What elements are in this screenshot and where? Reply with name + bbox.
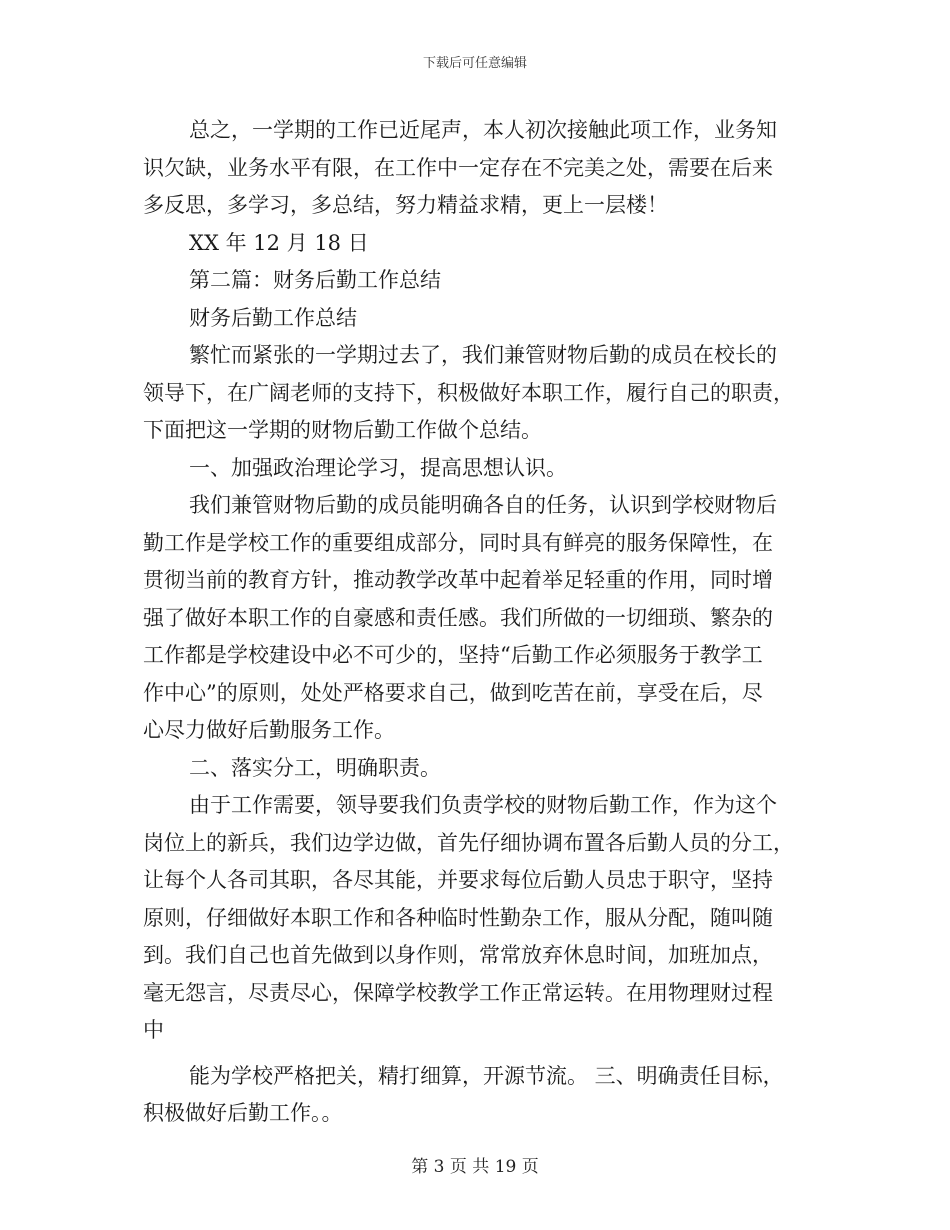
paragraph-line: 心尽力做好后勤服务工作。 — [143, 718, 395, 742]
paragraph-line: 贯彻当前的教育方针，推动教学改革中起着举足轻重的作用，同时增 — [143, 568, 773, 592]
paragraph-line: 作中心”的原则，处处严格要求自己，做到吃苦在前，享受在后，尽 — [143, 680, 763, 705]
paragraph-line: 中 — [143, 1018, 164, 1042]
subsection-heading: 一、加强政治理论学习，提高思想认识。 — [189, 455, 567, 480]
paragraph-line: 原则，仔细做好本职工作和各种临时性勤杂工作，服从分配，随叫随 — [143, 905, 773, 930]
header-note: 下载后可任意编辑 — [422, 56, 527, 71]
document-body — [143, 112, 803, 1133]
paragraph-line: 识欠缺，业务水平有限，在工作中一定存在不完美之处，需要在后来 — [143, 155, 773, 180]
subsection-heading: 二、落实分工，明确职责。 — [189, 755, 441, 780]
section-heading: 第二篇：财务后勤工作总结 — [189, 268, 441, 292]
paragraph-line: 到。我们自己也首先做到以身作则，常常放弃休息时间，加班加点， — [143, 943, 773, 967]
paragraph-line: 能为学校严格把关，精打细算，开源节流。 三、明确责任目标， — [189, 1063, 784, 1088]
paragraph-line: 岗位上的新兵，我们边学边做，首先仔细协调布置各后勤人员的分工， — [143, 830, 794, 855]
paragraph-line: 让每个人各司其职，各尽其能，并要求每位后勤人员忠于职守，坚持 — [143, 868, 773, 892]
paragraph-line: 我们兼管财物后勤的成员能明确各自的任务，认识到学校财物后 — [189, 493, 777, 517]
paragraph-line: 积极做好后勤工作。。 — [143, 1101, 343, 1125]
paragraph-line: 强了做好本职工作的自豪感和责任感。我们所做的一切细琐、繁杂的 — [143, 605, 773, 630]
paragraph-line: 领导下，在广阔老师的支持下，积极做好本职工作，履行自己的职责， — [143, 380, 794, 405]
paragraph-line: 工作都是学校建设中必不可少的，坚持“后勤工作必须服务于教学工 — [143, 643, 763, 667]
section-title: 财务后勤工作总结 — [189, 305, 357, 330]
paragraph-line: 由于工作需要，领导要我们负责学校的财物后勤工作，作为这个 — [189, 793, 777, 817]
paragraph-line: 毫无怨言，尽责尽心，保障学校教学工作正常运转。在用物理财过程 — [143, 980, 773, 1005]
date-line: XX 年 12 月 18 日 — [189, 230, 369, 255]
paragraph-line: 多反思，多学习，多总结，努力精益求精，更上一层楼！ — [143, 193, 668, 217]
paragraph-line: 下面把这一学期的财物后勤工作做个总结。 — [143, 418, 542, 442]
page-number-footer: 第 3 页 共 19 页 — [411, 1157, 539, 1177]
paragraph-line: 总之，一学期的工作已近尾声，本人初次接触此项工作，业务知 — [189, 118, 777, 142]
paragraph-line: 勤工作是学校工作的重要组成部分，同时具有鲜亮的服务保障性，在 — [143, 530, 773, 555]
paragraph-line: 繁忙而紧张的一学期过去了，我们兼管财物后勤的成员在校长的 — [189, 343, 777, 367]
